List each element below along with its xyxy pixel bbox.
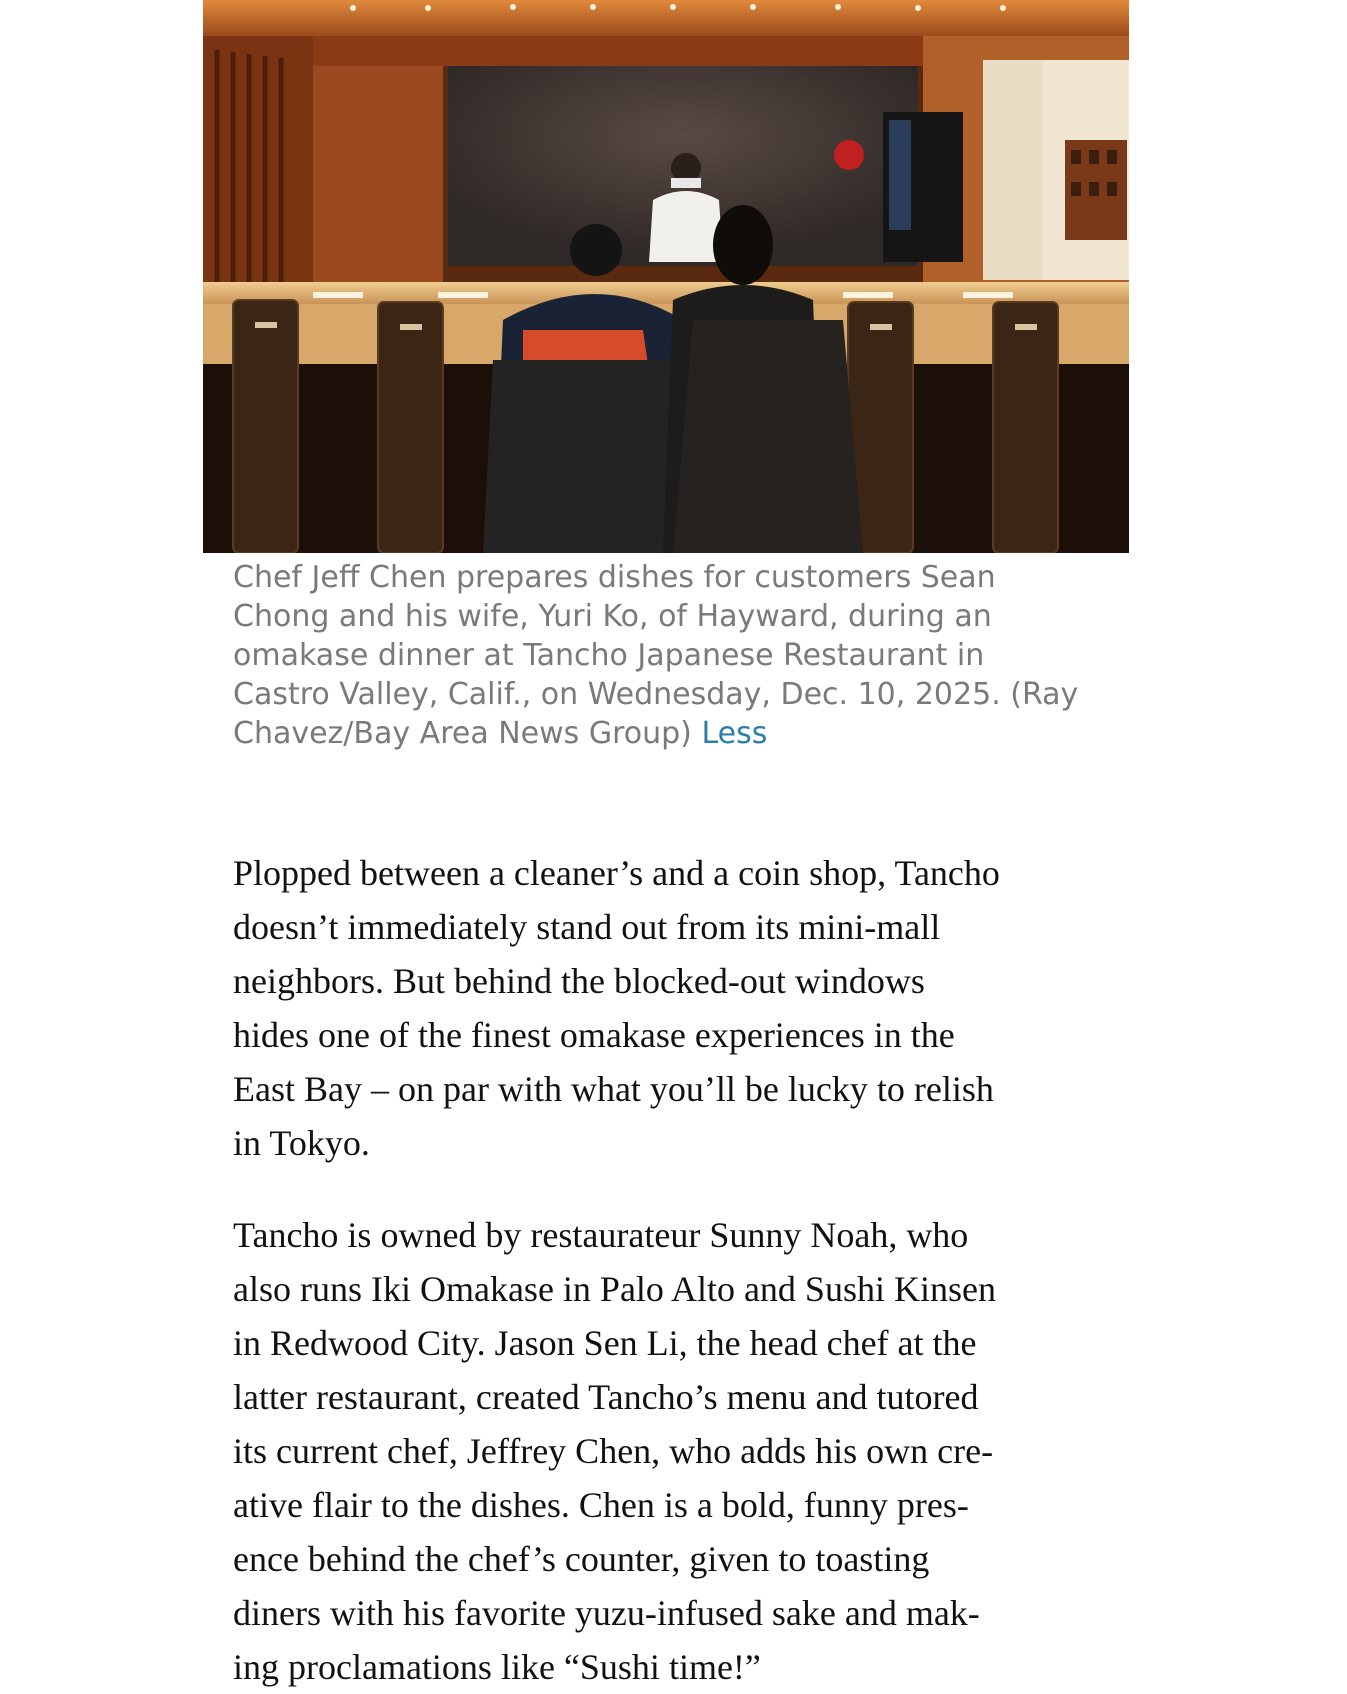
paragraph-line: its current chef, Jeffrey Chen, who adds his own cre- <box>233 1431 994 1471</box>
caption-line: Castro Valley, Calif., on Wednesday, Dec. 10, 2025. (Ray <box>233 677 1079 712</box>
paragraph-line: doesn’t immediately stand out from its mini-mall <box>233 907 941 947</box>
paragraph-line: ence behind the chef’s counter, given to toasting <box>233 1539 930 1579</box>
paragraph-line: East Bay – on par with what you’ll be lucky to relish <box>233 1069 994 1109</box>
caption-less-link[interactable]: Less <box>701 716 768 751</box>
caption-line: Chong and his wife, Yuri Ko, of Hayward, during an <box>233 599 992 634</box>
paragraph-line: Tancho is owned by restaurateur Sunny Noah, who <box>233 1215 969 1255</box>
article-body <box>233 846 1113 1694</box>
caption-credit: Chavez/Bay Area News Group) <box>233 716 692 751</box>
caption-line: Chef Jeff Chen prepares dishes for customers Sean <box>233 560 996 595</box>
paragraph-line: also runs Iki Omakase in Palo Alto and Sushi Kinsen <box>233 1269 996 1309</box>
photo-caption <box>233 558 1113 753</box>
paragraph-line: Plopped between a cleaner’s and a coin shop, Tancho <box>233 853 1000 893</box>
paragraph-line: hides one of the finest omakase experiences in the <box>233 1015 955 1055</box>
article-paragraph-1 <box>233 846 1113 1170</box>
caption-line: omakase dinner at Tancho Japanese Restaurant in <box>233 638 985 673</box>
article-photo[interactable] <box>203 0 1129 553</box>
caption-line-last <box>233 714 1113 753</box>
paragraph-line: ative flair to the dishes. Chen is a bold, funny pres- <box>233 1485 969 1525</box>
paragraph-line: ing proclamations like “Sushi time!” <box>233 1647 761 1687</box>
paragraph-line: in Redwood City. Jason Sen Li, the head chef at the <box>233 1323 977 1363</box>
paragraph-line: diners with his favorite yuzu-infused sake and mak- <box>233 1593 980 1633</box>
article-paragraph-2 <box>233 1208 1113 1694</box>
paragraph-line: in Tokyo. <box>233 1123 370 1163</box>
paragraph-line: latter restaurant, created Tancho’s menu and tutored <box>233 1377 979 1417</box>
paragraph-line: neighbors. But behind the blocked-out windows <box>233 961 925 1001</box>
